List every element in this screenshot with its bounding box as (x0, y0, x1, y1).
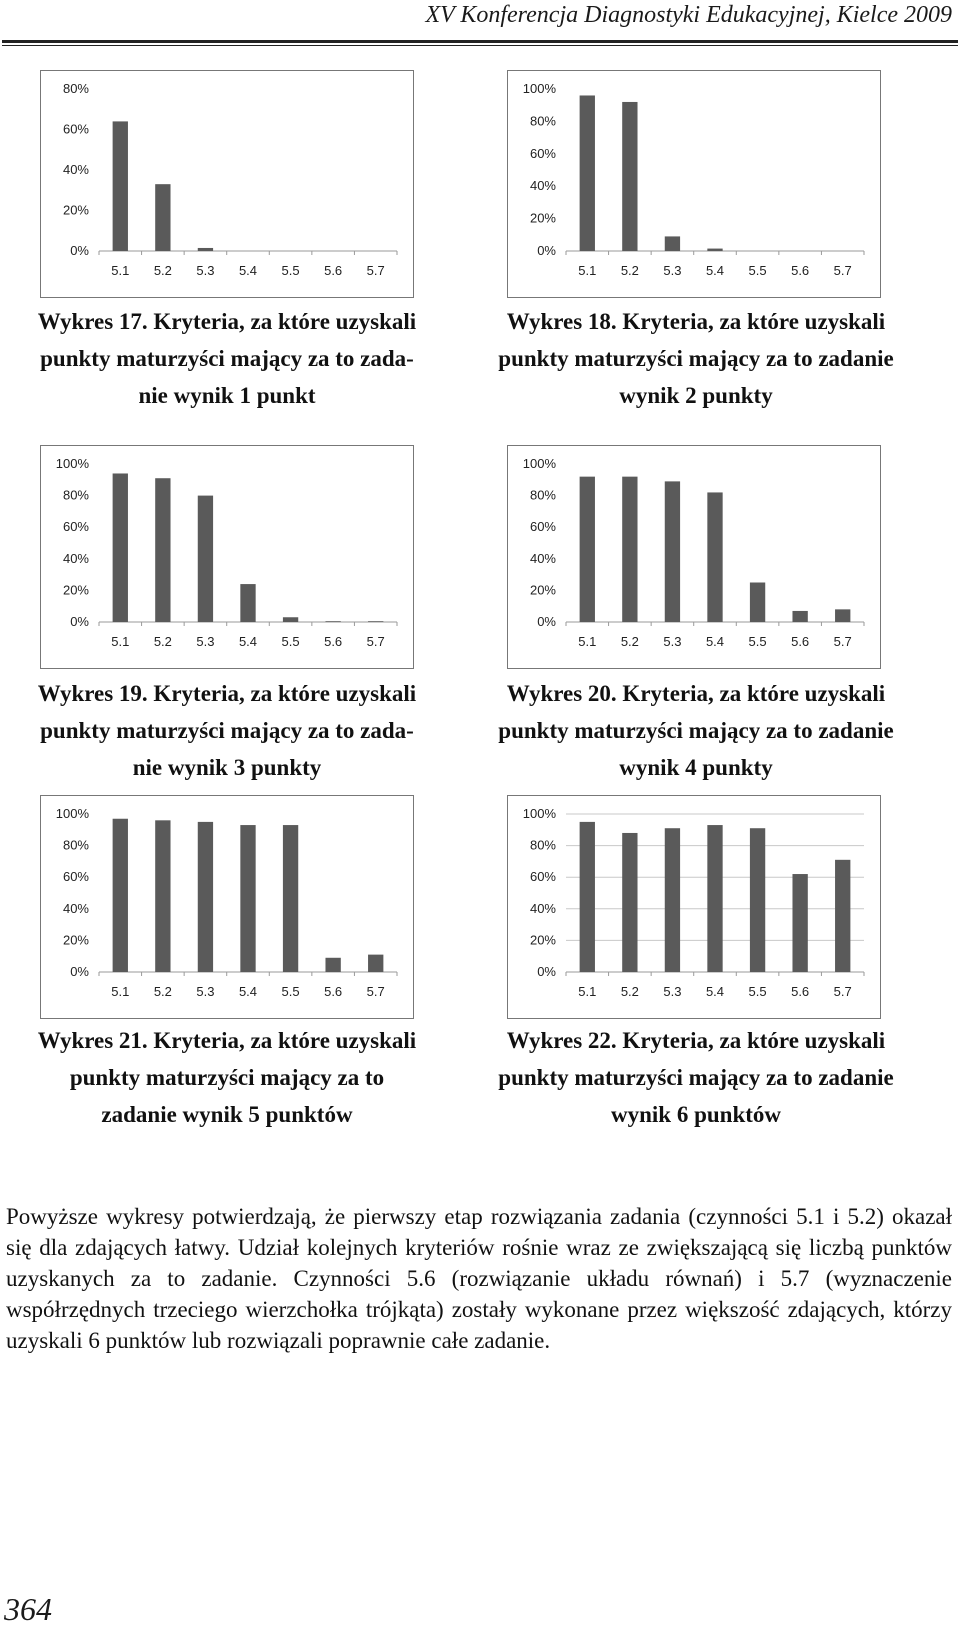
bar-5.5 (283, 825, 298, 972)
y-tick-label: 40% (529, 550, 556, 566)
caption-22-line-1: Wykres 22. Kryteria, za które uzyskali (506, 1028, 886, 1053)
caption-17-line-1: Wykres 17. Kryteria, za które uzyskali (37, 309, 417, 334)
x-tick-label: 5.1 (111, 634, 130, 649)
x-tick-label: 5.5 (281, 634, 300, 649)
caption-18-line-1: Wykres 18. Kryteria, za które uzyskali (506, 309, 886, 334)
y-tick-label: 20% (62, 582, 89, 598)
y-tick-label: 60% (62, 519, 89, 535)
bar-5.2 (622, 477, 637, 622)
bar-5.7 (368, 955, 383, 972)
x-tick-label: 5.6 (324, 634, 343, 649)
bar-5.2 (155, 478, 170, 622)
chart-20-svg (508, 446, 880, 668)
bar-5.7 (835, 609, 850, 622)
bar-5.4 (707, 492, 722, 622)
bar-5.1 (113, 473, 128, 622)
y-tick-label: 60% (62, 869, 89, 885)
x-tick-label: 5.2 (620, 634, 639, 649)
caption-22-line-3: wynik 6 punktów (610, 1102, 782, 1127)
x-tick-label: 5.3 (196, 634, 215, 649)
x-tick-label: 5.1 (578, 634, 597, 649)
bar-5.6 (792, 611, 807, 622)
bar-5.3 (198, 496, 213, 622)
y-tick-label: 0% (537, 614, 556, 629)
y-tick-label: 0% (70, 614, 89, 629)
chart-21 (40, 795, 414, 1019)
x-tick-label: 5.1 (111, 984, 130, 999)
y-tick-label: 40% (62, 162, 89, 177)
x-tick-label: 5.1 (578, 984, 597, 999)
y-tick-label: 40% (62, 550, 89, 566)
x-tick-label: 5.2 (153, 984, 172, 999)
x-tick-label: 5.2 (153, 634, 172, 649)
bar-5.1 (580, 95, 595, 251)
x-tick-label: 5.6 (324, 263, 343, 278)
caption-21 (4, 1022, 450, 1133)
bar-5.5 (750, 583, 765, 623)
chart-19 (40, 445, 414, 669)
caption-20-line-2: punkty maturzyści mający za to zadanie (498, 718, 894, 743)
bar-5.1 (113, 121, 128, 251)
x-tick-label: 5.7 (833, 984, 852, 999)
y-tick-label: 20% (529, 210, 556, 226)
x-tick-label: 5.2 (620, 263, 639, 278)
chart-21-svg (41, 796, 413, 1018)
bar-5.5 (283, 617, 298, 622)
y-tick-label: 100% (522, 81, 556, 96)
y-tick-label: 80% (62, 81, 89, 96)
bar-5.6 (325, 621, 340, 622)
caption-20 (466, 675, 926, 786)
x-tick-label: 5.2 (620, 984, 639, 999)
bar-5.3 (665, 828, 680, 972)
y-tick-label: 20% (62, 202, 89, 218)
chart-17 (40, 70, 414, 298)
y-tick-label: 40% (529, 178, 556, 194)
bar-5.1 (113, 819, 128, 972)
bar-5.7 (835, 860, 850, 972)
caption-22 (466, 1022, 926, 1133)
y-tick-label: 20% (529, 582, 556, 598)
y-tick-label: 80% (529, 113, 556, 129)
x-tick-label: 5.5 (281, 984, 300, 999)
x-tick-label: 5.3 (196, 263, 215, 278)
y-tick-label: 100% (522, 456, 556, 471)
x-tick-label: 5.7 (366, 634, 385, 649)
x-tick-label: 5.1 (578, 263, 597, 278)
bar-5.3 (198, 248, 213, 251)
x-tick-label: 5.4 (238, 634, 258, 649)
bar-5.5 (750, 828, 765, 972)
y-tick-label: 0% (70, 964, 89, 979)
y-tick-label: 80% (529, 837, 556, 853)
caption-18 (466, 303, 926, 414)
bar-5.4 (707, 249, 722, 251)
y-tick-label: 80% (529, 487, 556, 503)
x-tick-label: 5.5 (748, 634, 767, 649)
caption-18-line-3: wynik 2 punkty (619, 383, 773, 408)
y-tick-label: 0% (70, 243, 89, 258)
x-tick-label: 5.4 (238, 984, 258, 999)
y-tick-label: 40% (62, 900, 89, 916)
chart-19-svg (41, 446, 413, 668)
x-tick-label: 5.4 (705, 984, 725, 999)
x-tick-label: 5.6 (324, 984, 343, 999)
bar-5.2 (622, 833, 637, 972)
page-number: 364 (4, 1591, 52, 1627)
x-tick-label: 5.6 (791, 984, 810, 999)
y-tick-label: 0% (537, 964, 556, 979)
chart-17-svg (41, 71, 413, 297)
chart-22-svg (508, 796, 880, 1018)
x-tick-label: 5.4 (705, 263, 725, 278)
bar-5.7 (368, 621, 383, 622)
x-tick-label: 5.2 (153, 263, 172, 278)
x-tick-label: 5.5 (748, 263, 767, 278)
y-tick-label: 100% (55, 806, 89, 821)
y-tick-label: 80% (62, 487, 89, 503)
bar-5.1 (580, 477, 595, 622)
x-tick-label: 5.3 (663, 984, 682, 999)
y-tick-label: 100% (522, 806, 556, 821)
caption-17 (4, 303, 450, 414)
x-tick-label: 5.7 (833, 263, 852, 278)
caption-22-line-2: punkty maturzyści mający za to zadanie (498, 1065, 894, 1090)
x-tick-label: 5.4 (705, 634, 725, 649)
bar-5.3 (665, 481, 680, 622)
header-rule (2, 40, 958, 43)
caption-17-line-3: nie wynik 1 punkt (138, 383, 316, 408)
body-paragraph: Powyższe wykresy potwierdzają, że pierwszy etap rozwiązania zadania (czynności 5.1 i 5.2) okazał się dla zdających łatwy. Udział kolejnych kryteriów rośnie wraz ze zwiększającą się liczbą punktów uzyskanych za to zadanie. Czynności 5.6 (rozwiązanie układu równań) i 5.7 (wyznaczenie współrzędnych trzeciego wierzchołka trójkąta) zostały wykonane przez większość zdających, którzy uzyskali 6 punktów lub rozwiązali poprawnie całe zadanie. (6, 1204, 952, 1353)
bar-5.1 (580, 822, 595, 972)
y-tick-label: 20% (529, 932, 556, 948)
x-tick-label: 5.6 (791, 634, 810, 649)
bar-5.2 (155, 184, 170, 251)
chart-18-svg (508, 71, 880, 297)
caption-21-line-3: zadanie wynik 5 punktów (101, 1102, 353, 1127)
x-tick-label: 5.4 (238, 263, 258, 278)
x-tick-label: 5.5 (748, 984, 767, 999)
caption-19 (4, 675, 450, 786)
y-tick-label: 60% (529, 869, 556, 885)
bar-5.4 (707, 825, 722, 972)
y-tick-label: 60% (529, 519, 556, 535)
x-tick-label: 5.3 (663, 634, 682, 649)
chart-22 (507, 795, 881, 1019)
bar-5.3 (665, 236, 680, 251)
caption-20-line-1: Wykres 20. Kryteria, za które uzyskali (506, 681, 886, 706)
caption-19-line-1: Wykres 19. Kryteria, za które uzyskali (37, 681, 417, 706)
x-tick-label: 5.1 (111, 263, 130, 278)
x-tick-label: 5.7 (366, 263, 385, 278)
y-tick-label: 60% (62, 121, 89, 137)
caption-21-line-1: Wykres 21. Kryteria, za które uzyskali (37, 1028, 417, 1053)
y-tick-label: 100% (55, 456, 89, 471)
x-tick-label: 5.7 (833, 634, 852, 649)
x-tick-label: 5.3 (663, 263, 682, 278)
bar-5.2 (155, 820, 170, 972)
bar-5.4 (240, 825, 255, 972)
caption-21-line-2: punkty maturzyści mający za to (69, 1065, 385, 1090)
bar-5.3 (198, 822, 213, 972)
chart-20 (507, 445, 881, 669)
caption-18-line-2: punkty maturzyści mający za to zadanie (498, 346, 894, 371)
x-tick-label: 5.3 (196, 984, 215, 999)
y-tick-label: 40% (529, 900, 556, 916)
caption-20-line-3: wynik 4 punkty (619, 755, 773, 780)
bar-5.4 (240, 584, 255, 622)
bar-5.2 (622, 102, 637, 251)
bar-5.6 (792, 874, 807, 972)
caption-19-line-2: punkty maturzyści mający za to zada- (40, 718, 414, 743)
y-tick-label: 80% (62, 837, 89, 853)
caption-19-line-3: nie wynik 3 punkty (132, 755, 322, 780)
y-tick-label: 60% (529, 145, 556, 161)
chart-18 (507, 70, 881, 298)
bar-5.6 (325, 958, 340, 972)
running-header: XV Konferencja Diagnostyki Edukacyjnej, Kielce 2009 (425, 2, 952, 28)
caption-17-line-2: punkty maturzyści mający za to zada- (40, 346, 414, 371)
x-tick-label: 5.5 (281, 263, 300, 278)
x-tick-label: 5.6 (791, 263, 810, 278)
y-tick-label: 20% (62, 932, 89, 948)
y-tick-label: 0% (537, 243, 556, 258)
header-rule-thin (2, 45, 958, 46)
x-tick-label: 5.7 (366, 984, 385, 999)
